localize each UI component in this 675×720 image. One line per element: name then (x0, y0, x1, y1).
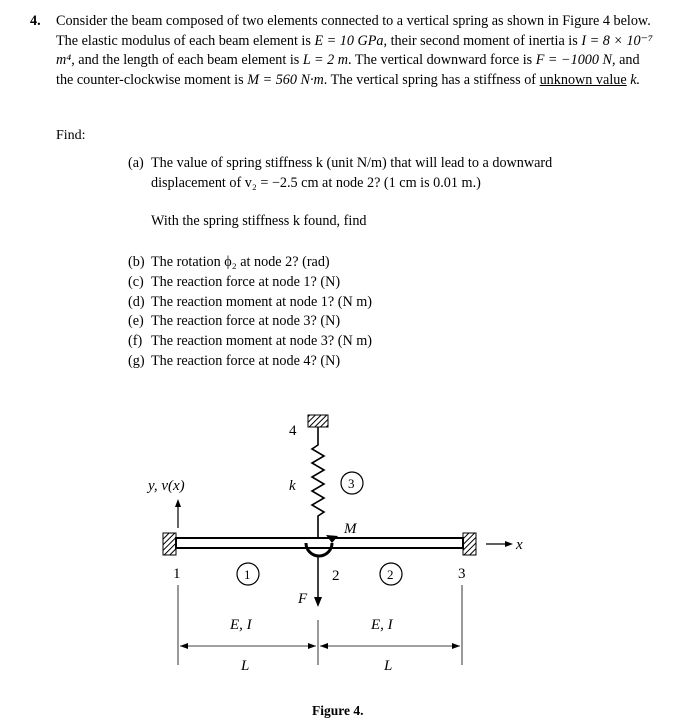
part-text: The reaction force at node 1? (N) (151, 273, 341, 290)
length-right-label: L (384, 658, 393, 674)
length-left-label: L (241, 658, 250, 674)
element-1-label: 1 (244, 567, 251, 582)
beam (176, 538, 463, 548)
left-wall-support (163, 533, 176, 555)
part-text: The reaction moment at node 1? (N m) (151, 293, 373, 310)
part-text: The reaction force at node 4? (N) (151, 352, 341, 369)
top-ground-support (308, 415, 328, 427)
inertia-expression: I = 8 × 10⁻⁷ m⁴ (56, 32, 654, 68)
force-label: F (298, 591, 308, 607)
dim-arrowhead (308, 643, 316, 649)
dim-arrowhead (180, 643, 188, 649)
ei-right-label: E, I (371, 617, 393, 633)
part-label: (a) (128, 155, 144, 171)
x-axis-label: x (516, 537, 523, 553)
text-segment: , their second moment of inertia is (383, 32, 582, 49)
part-label: (c) (128, 273, 144, 290)
modulus-expression: E = 10 GPa (314, 32, 384, 49)
part-label: (d) (128, 293, 145, 310)
y-axis-arrowhead (175, 499, 181, 507)
stiffness-symbol: k. (626, 71, 641, 88)
part-label: (f) (128, 333, 143, 350)
element-3-label: 3 (348, 476, 355, 491)
node-2-label: 2 (332, 568, 340, 584)
part-text: The reaction force at node 3? (N) (151, 313, 341, 330)
x-axis-arrowhead (505, 541, 513, 547)
text-segment: , and the counter-clockwise moment is (56, 52, 640, 88)
spring-k-label: k (289, 478, 296, 494)
part-text: The value of spring stiffness k (unit N/m) that will lead to a downward displacement of v₂ = −2.5 cm at node 2? (1 cm is 0.01 m.) (151, 155, 553, 191)
part-label: (b) (128, 254, 145, 270)
part-text: The reaction moment at node 3? (N m) (151, 333, 373, 350)
element-2-label: 2 (387, 567, 394, 582)
unknown-value-text: unknown value (539, 71, 627, 88)
length-expression: L = 2 m (302, 52, 349, 68)
find-label: Find: (56, 128, 86, 143)
part-text: The rotation ϕ₂ at node 2? (rad) (151, 254, 330, 270)
y-axis-label: y, v(x) (148, 478, 185, 494)
text-segment: . The vertical spring has a stiffness of (323, 71, 540, 88)
question-number: 4. (30, 13, 41, 29)
intro-text: Consider the beam composed of two elements connected to a vertical spring as shown in Figure 4 below. The elastic modulus of each beam element is (56, 13, 651, 49)
moment-expression: M = 560 N·m (247, 71, 324, 88)
part-label: (e) (128, 313, 144, 330)
part-label: (g) (128, 352, 145, 369)
dim-arrowhead (320, 643, 328, 649)
spring (312, 427, 324, 538)
text-segment: . The vertical downward force is (348, 52, 536, 68)
right-wall-support (463, 533, 476, 555)
node-3-label: 3 (458, 566, 466, 582)
text-segment: , and the length of each beam element is (71, 52, 303, 68)
force-arrowhead (314, 597, 322, 607)
node-1-label: 1 (173, 566, 181, 582)
moment-label: M (344, 521, 357, 537)
node-4-label: 4 (289, 423, 297, 439)
ei-left-label: E, I (230, 617, 252, 633)
with-k-text: With the spring stiffness k found, find (151, 213, 367, 229)
force-expression: F = −1000 N (535, 52, 612, 68)
dim-arrowhead (452, 643, 460, 649)
figure-caption: Figure 4. (312, 703, 364, 718)
